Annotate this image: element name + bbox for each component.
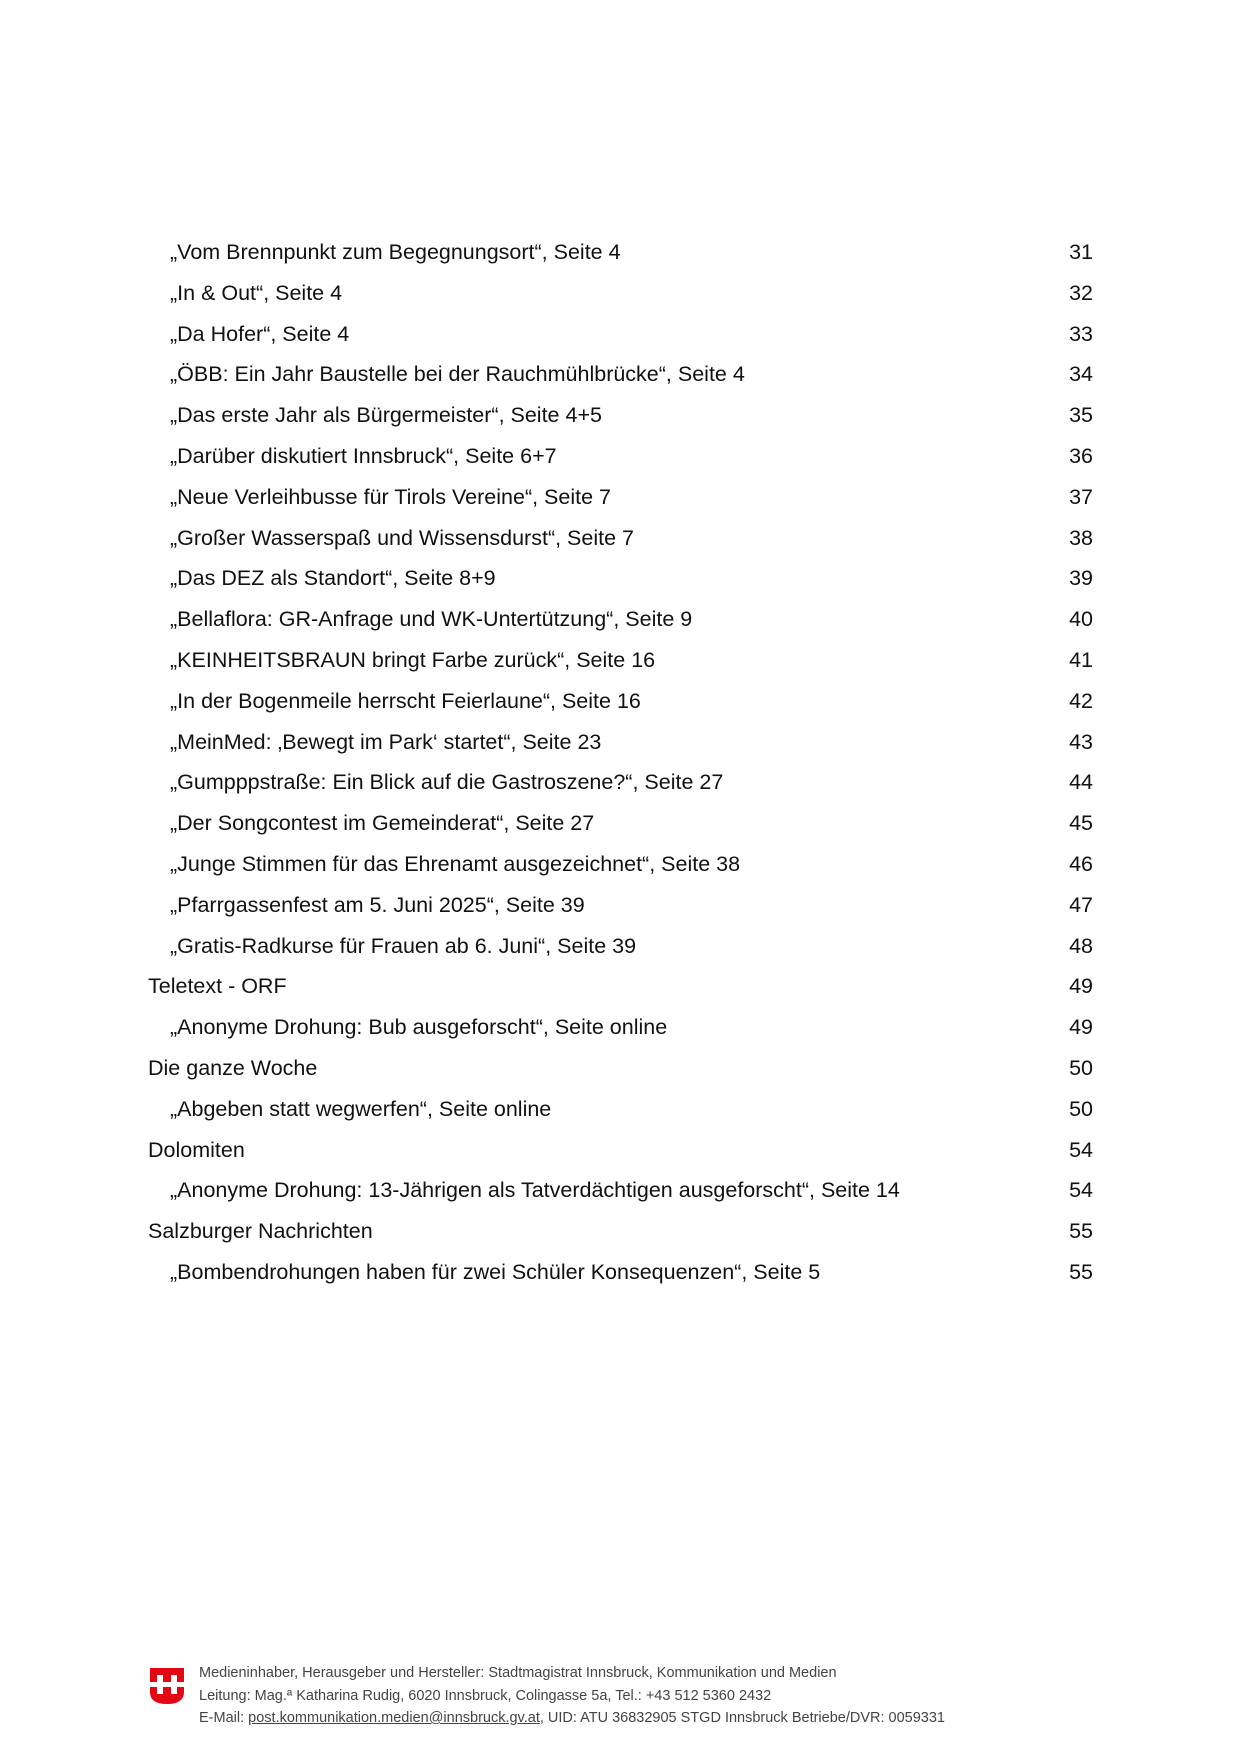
toc-entry-page-number: 40: [1069, 607, 1093, 632]
toc-article-entry[interactable]: [148, 640, 1093, 681]
toc-entry-page-number: 34: [1069, 362, 1093, 387]
toc-entry-title: „Abgeben statt wegwerfen“, Seite online: [170, 1096, 552, 1121]
toc-entry-page-number: 55: [1069, 1259, 1093, 1284]
toc-entry-page-number: 54: [1069, 1178, 1093, 1203]
toc-article-entry[interactable]: [148, 558, 1093, 599]
toc-entry-title: „Gratis-Radkurse für Frauen ab 6. Juni“, Seite 39: [170, 933, 637, 958]
toc-dot-leader: [639, 952, 1068, 953]
toc-article-entry[interactable]: [148, 1089, 1093, 1130]
toc-article-entry[interactable]: [148, 599, 1093, 640]
toc-entry-page-number: 44: [1069, 770, 1093, 795]
toc-article-entry[interactable]: [148, 681, 1093, 722]
toc-entry-page-number: 42: [1069, 688, 1093, 713]
toc-article-entry[interactable]: [148, 1007, 1093, 1048]
toc-section-entry[interactable]: [148, 1211, 1093, 1252]
toc-entry-page-number: 54: [1069, 1137, 1093, 1162]
toc-article-entry[interactable]: [148, 518, 1093, 559]
toc-dot-leader: [614, 503, 1068, 504]
toc-entry-page-number: 50: [1069, 1055, 1093, 1080]
toc-entry-page-number: 31: [1069, 240, 1093, 264]
toc-entry-page-number: 46: [1069, 851, 1093, 876]
toc-dot-leader: [670, 1033, 1068, 1034]
toc-entry-title: „Bombendrohungen haben für zwei Schüler Konsequenzen“, Seite 5: [170, 1259, 821, 1284]
toc-article-entry[interactable]: [148, 762, 1093, 803]
toc-entry-title: „Der Songcontest im Gemeinderat“, Seite 27: [170, 811, 595, 836]
toc-entry-title: „Vom Brennpunkt zum Begegnungsort“, Seite 4: [170, 240, 621, 264]
toc-entry-title: „Großer Wasserspaß und Wissensdurst“, Seite 7: [170, 525, 634, 550]
toc-entry-page-number: 45: [1069, 811, 1093, 836]
toc-dot-leader: [903, 1196, 1068, 1197]
toc-article-entry[interactable]: [148, 1170, 1093, 1211]
toc-dot-leader: [695, 625, 1068, 626]
toc-dot-leader: [658, 666, 1068, 667]
toc-dot-leader: [290, 992, 1068, 993]
toc-entry-page-number: 50: [1069, 1096, 1093, 1121]
toc-dot-leader: [352, 340, 1068, 341]
toc-entry-title: Dolomiten: [148, 1137, 245, 1162]
toc-section-entry[interactable]: [148, 966, 1093, 1007]
toc-entry-page-number: 49: [1069, 1015, 1093, 1040]
toc-entry-title: Teletext - ORF: [148, 974, 287, 999]
toc-article-entry[interactable]: [148, 273, 1093, 314]
toc-dot-leader: [605, 421, 1068, 422]
toc-entry-title: „In & Out“, Seite 4: [170, 280, 343, 305]
toc-dot-leader: [823, 1278, 1068, 1279]
toc-entry-title: „KEINHEITSBRAUN bringt Farbe zurück“, Seite 16: [170, 647, 656, 672]
toc-entry-page-number: 48: [1069, 933, 1093, 958]
toc-dot-leader: [743, 870, 1068, 871]
footer-email-label: E-Mail:: [199, 1710, 249, 1726]
toc-entry-page-number: 43: [1069, 729, 1093, 754]
toc-entry-page-number: 32: [1069, 280, 1093, 305]
toc-dot-leader: [726, 788, 1068, 789]
footer-contact-line: [199, 1707, 945, 1730]
toc-entry-page-number: 36: [1069, 443, 1093, 468]
footer-uid-text: , UID: ATU 36832905 STGD Innsbruck Betriebe/DVR: 0059331: [539, 1710, 945, 1726]
toc-dot-leader: [320, 1074, 1068, 1075]
toc-dot-leader: [748, 380, 1068, 381]
toc-entry-title: „Anonyme Drohung: 13-Jährigen als Tatverdächtigen ausgeforscht“, Seite 14: [170, 1178, 900, 1203]
toc-entry-title: „MeinMed: ‚Bewegt im Park‘ startet“, Seite 23: [170, 729, 602, 754]
toc-entry-title: „Neue Verleihbusse für Tirols Vereine“, Seite 7: [170, 484, 611, 509]
toc-article-entry[interactable]: [148, 314, 1093, 355]
toc-dot-leader: [604, 748, 1068, 749]
toc-article-entry[interactable]: [148, 803, 1093, 844]
toc-section-entry[interactable]: [148, 1130, 1093, 1171]
toc-article-entry[interactable]: [148, 722, 1093, 763]
toc-entry-title: „Das erste Jahr als Bürgermeister“, Seite 4+5: [170, 403, 602, 428]
toc-article-entry[interactable]: [148, 926, 1093, 967]
toc-dot-leader: [624, 258, 1069, 259]
toc-dot-leader: [560, 462, 1068, 463]
toc-article-entry[interactable]: [148, 436, 1093, 477]
toc-entry-title: „Da Hofer“, Seite 4: [170, 321, 350, 346]
toc-article-entry[interactable]: [148, 232, 1093, 273]
toc-entry-title: „Pfarrgassenfest am 5. Juni 2025“, Seite 39: [170, 892, 585, 917]
footer-publisher-line: Medieninhaber, Herausgeber und Hersteller: Stadtmagistrat Innsbruck, Kommunikation und Medien: [199, 1665, 837, 1681]
toc-dot-leader: [597, 829, 1068, 830]
footer-imprint: [199, 1662, 945, 1730]
toc-dot-leader: [554, 1115, 1068, 1116]
toc-dot-leader: [376, 1237, 1068, 1238]
footer-email-link[interactable]: post.kommunikation.medien@innsbruck.gv.at: [248, 1710, 540, 1726]
table-of-contents: [148, 232, 1093, 1293]
toc-entry-page-number: 35: [1069, 403, 1093, 428]
toc-dot-leader: [644, 707, 1068, 708]
toc-dot-leader: [345, 299, 1068, 300]
toc-entry-page-number: 39: [1069, 566, 1093, 591]
toc-entry-title: „In der Bogenmeile herrscht Feierlaune“, Seite 16: [170, 688, 641, 713]
toc-entry-title: „Das DEZ als Standort“, Seite 8+9: [170, 566, 496, 591]
toc-article-entry[interactable]: [148, 844, 1093, 885]
toc-entry-title: „Junge Stimmen für das Ehrenamt ausgezeichnet“, Seite 38: [170, 851, 741, 876]
toc-section-entry[interactable]: [148, 1048, 1093, 1089]
toc-entry-page-number: 33: [1069, 321, 1093, 346]
toc-entry-page-number: 38: [1069, 525, 1093, 550]
toc-entry-title: Die ganze Woche: [148, 1055, 318, 1080]
toc-entry-title: Salzburger Nachrichten: [148, 1219, 373, 1244]
toc-article-entry[interactable]: [148, 1252, 1093, 1293]
toc-article-entry[interactable]: [148, 395, 1093, 436]
toc-dot-leader: [588, 911, 1068, 912]
toc-article-entry[interactable]: [148, 477, 1093, 518]
toc-entry-title: „Anonyme Drohung: Bub ausgeforscht“, Seite online: [170, 1015, 668, 1040]
toc-entry-title: „Darüber diskutiert Innsbruck“, Seite 6+7: [170, 443, 557, 468]
toc-entry-title: „Gumpppstraße: Ein Blick auf die Gastroszene?“, Seite 27: [170, 770, 724, 795]
toc-entry-title: „Bellaflora: GR-Anfrage und WK-Untertützung“, Seite 9: [170, 607, 693, 632]
toc-dot-leader: [637, 544, 1068, 545]
toc-entry-page-number: 49: [1069, 974, 1093, 999]
toc-entry-title: „ÖBB: Ein Jahr Baustelle bei der Rauchmühlbrücke“, Seite 4: [170, 362, 745, 387]
toc-article-entry[interactable]: [148, 885, 1093, 926]
footer-management-line: Leitung: Mag.ª Katharina Rudig, 6020 Innsbruck, Colingasse 5a, Tel.: +43 512 5360 2432: [199, 1687, 772, 1704]
toc-entry-page-number: 47: [1069, 892, 1093, 917]
toc-entry-page-number: 55: [1069, 1219, 1093, 1244]
toc-entry-page-number: 37: [1069, 484, 1093, 509]
toc-article-entry[interactable]: [148, 354, 1093, 395]
toc-dot-leader: [499, 584, 1068, 585]
innsbruck-city-logo-icon: [150, 1666, 184, 1704]
toc-dot-leader: [248, 1156, 1068, 1157]
toc-entry-page-number: 41: [1069, 647, 1093, 672]
